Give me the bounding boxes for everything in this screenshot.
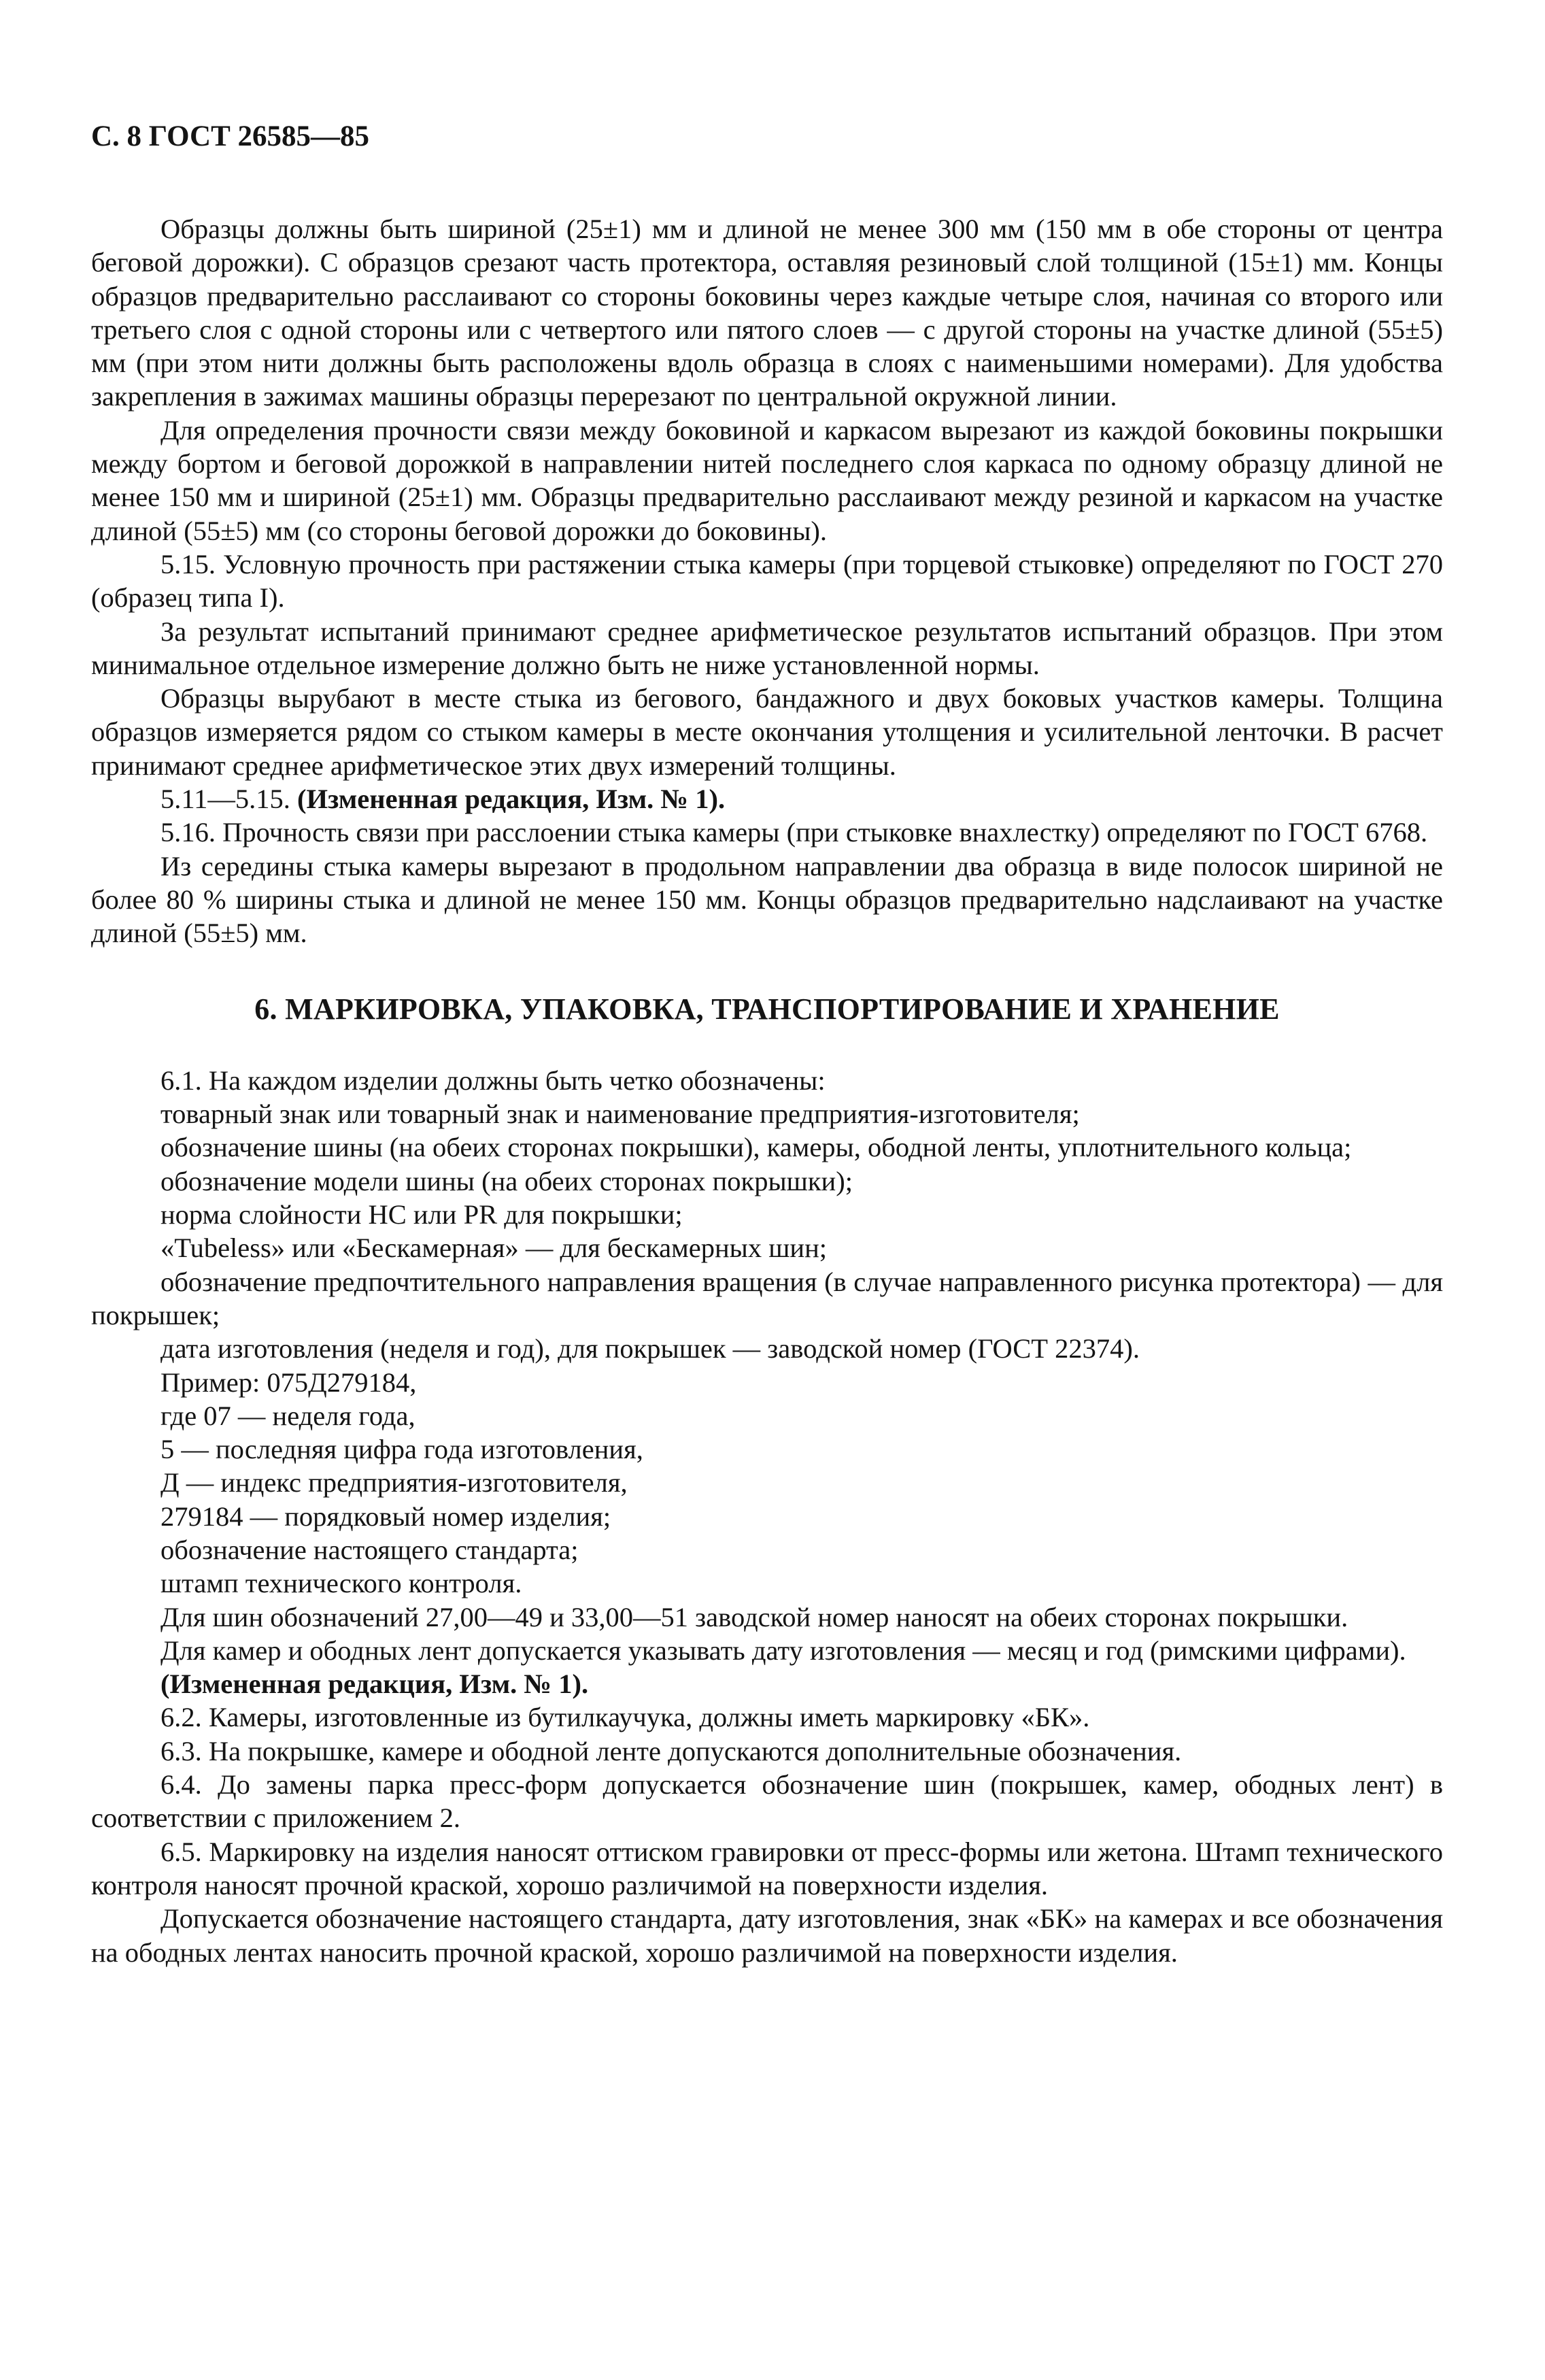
list-item: штамп технического контроля. [160,1568,522,1599]
amendment-note [91,782,1443,816]
clause-number: 5.11—5.15. [160,784,290,815]
section-title: 6. МАРКИРОВКА, УПАКОВКА, ТРАНСПОРТИРОВАНИЕ И ХРАНЕНИЕ [254,992,1280,1026]
list-item: обозначение модели шины (на обеих сторонах покрышки); [160,1165,853,1196]
example-line: 279184 — порядковый номер изделия; [160,1501,611,1532]
list-item: дата изготовления (неделя и год), для покрышек — заводской номер (ГОСТ 22374). [160,1333,1140,1364]
list-item: товарный знак или товарный знак и наименование предприятия-изготовителя; [160,1099,1080,1130]
paragraph: Образцы вырубают в месте стыка из бегового, бандажного и двух боковых участков камеры. Толщина образцов измеряется рядом со стыком камеры в месте окончания утолщения и усилительной ленточки. В расчет принимают среднее арифметическое этих двух измерений толщины. [91,683,1443,781]
paragraph: 6.2. Камеры, изготовленные из бутилкаучука, должны иметь маркировку «БК». [160,1702,1090,1733]
paragraph: Допускается обозначение настоящего стандарта, дату изготовления, знак «БК» на камерах и все обозначения на ободных лентах наносить прочной краской, хорошо различимой на поверхности изделия. [91,1903,1443,1968]
list-item: норма слойности НС или PR для покрышки; [160,1199,683,1230]
amendment-text: (Измененная редакция, Изм. № 1). [297,784,726,815]
paragraph: 5.16. Прочность связи при расслоении стыка камеры (при стыковке внахлестку) определяют по ГОСТ 6768. [160,817,1428,848]
paragraph: 6.4. До замены парка пресс-форм допускается обозначение шин (покрышек, камер, ободных лент) в соответствии с приложением 2. [91,1769,1443,1834]
paragraph: Из середины стыка камеры вырезают в продольном направлении два образца в виде полосок шириной не более 80 % ширины стыка и длиной не менее 150 мм. Концы образцов предварительно надслаивают на участке длиной (55±5) мм. [91,850,1443,949]
list-item: «Tubeless» или «Бескамерная» — для бескамерных шин; [160,1233,828,1264]
amendment-note: (Измененная редакция, Изм. № 1). [160,1669,589,1700]
example-line: Пример: 075Д279184, [160,1367,417,1398]
paragraph: Образцы должны быть шириной (25±1) мм и длиной не менее 300 мм (150 мм в обе стороны от центра беговой дорожки). С образцов срезают часть протектора, оставляя резиновый слой толщиной (15±1) мм. Концы образцов предварительно расслаивают со стороны боковины через каждые четыре слоя, начиная со второго или третьего слоя с одной стороны или с четвертого или пятого слоев — с другой стороны на участке длиной (55±5) мм (при этом нити должны быть расположены вдоль образца в слоях с наименьшими номерами). Для удобства закрепления в зажимах машины образцы перерезают по центральной окружной линии. [91,214,1443,412]
paragraph: За результат испытаний принимают среднее арифметическое результатов испытаний образцов. При этом минимальное отдельное измерение должно быть не ниже установленной нормы. [91,616,1443,680]
example-line: 5 — последняя цифра года изготовления, [160,1434,643,1465]
paragraph: Для шин обозначений 27,00—49 и 33,00—51 заводской номер наносят на обеих сторонах покрышки. [160,1601,1348,1632]
paragraph: Для камер и ободных лент допускается указывать дату изготовления — месяц и год (римскими цифрами). [160,1635,1406,1666]
example-line: Д — индекс предприятия-изготовителя, [160,1467,628,1498]
running-head: С. 8 ГОСТ 26585—85 [91,120,370,152]
paragraph: Для определения прочности связи между боковиной и каркасом вырезают из каждой боковины покрышки между бортом и беговой дорожкой в направлении нитей последнего слоя каркаса по одному образцу длиной не менее 150 мм и шириной (25±1) мм. Образцы предварительно расслаивают между резиной и каркасом на участке длиной (55±5) мм (со стороны беговой дорожки до боковины). [91,414,1443,546]
list-item: обозначение настоящего стандарта; [160,1534,579,1565]
example-line: где 07 — неделя года, [160,1400,415,1431]
list-item: обозначение шины (на обеих сторонах покрышки), камеры, ободной ленты, уплотнительного кольца; [160,1132,1352,1163]
paragraph: 6.3. На покрышке, камере и ободной ленте допускаются дополнительные обозначения. [160,1735,1182,1766]
paragraph: 6.5. Маркировку на изделия наносят оттиском гравировки от пресс-формы или жетона. Штамп технического контроля наносят прочной краской, хорошо различимой на поверхности изделия. [91,1836,1443,1900]
list-item: обозначение предпочтительного направления вращения (в случае направленного рисунка протектора) — для покрышек; [91,1266,1443,1330]
paragraph: 6.1. На каждом изделии должны быть четко обозначены: [160,1065,826,1096]
paragraph: 5.15. Условную прочность при растяжении стыка камеры (при торцевой стыковке) определяют по ГОСТ 270 (образец типа I). [91,548,1443,614]
